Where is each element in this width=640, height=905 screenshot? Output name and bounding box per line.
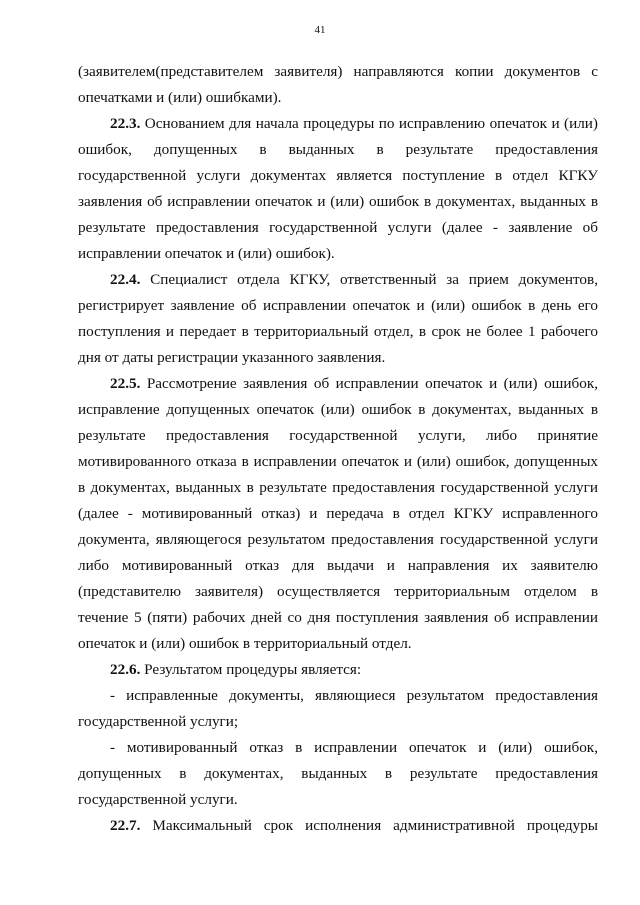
paragraph-22-3 bbox=[78, 111, 598, 267]
section-number: 22.7. bbox=[110, 817, 141, 834]
paragraph-22-6 bbox=[78, 657, 598, 683]
paragraph-22-5 bbox=[78, 371, 598, 657]
paragraph-text: Результатом процедуры является: bbox=[140, 661, 362, 678]
list-item-corrected-documents bbox=[78, 683, 598, 735]
paragraph-22-4 bbox=[78, 267, 598, 371]
paragraph-text: (заявителем(представителем заявителя) направляются копии документов с опечатками и (или) ошибками). bbox=[78, 63, 598, 106]
page-number: 41 bbox=[314, 24, 326, 36]
paragraph-text: Специалист отдела КГКУ, ответственный за прием документов, регистрирует заявление об исправлении опечаток и (или) ошибок в день его поступления и передает в территориальный отдел, в срок не более 1 рабочего дня от даты регистрации указанного заявления. bbox=[78, 271, 598, 366]
list-item-text: - мотивированный отказ в исправлении опечаток и (или) ошибок, допущенных в документах, выданных в результате предоставления государственной услуги. bbox=[78, 739, 598, 808]
list-item-reasoned-refusal bbox=[78, 735, 598, 813]
paragraph-continuation bbox=[78, 59, 598, 111]
section-number: 22.6. bbox=[110, 661, 141, 678]
paragraph-22-7 bbox=[78, 813, 598, 839]
section-number: 22.5. bbox=[110, 375, 141, 392]
list-item-text: - исправленные документы, являющиеся результатом предоставления государственной услуги; bbox=[78, 687, 598, 730]
document-body bbox=[78, 59, 598, 839]
section-number: 22.4. bbox=[110, 271, 141, 288]
paragraph-text: Максимальный срок исполнения административной процедуры bbox=[140, 817, 598, 834]
paragraph-text: Рассмотрение заявления об исправлении опечаток и (или) ошибок, исправление допущенных опечаток (или) ошибок в документах, выданных в результате предоставления государственной услуги, либо принятие мотивированного отказа в исправлении опечаток и (или) ошибок, допущенных в документах, выданных в результате предоставления государственной услуги (далее - мотивированный отказ) и передача в отдел КГКУ исправленного документа, являющегося результатом предоставления государственной услуги либо мотивированный отказ для выдачи и направления их заявителю (представителю заявителя) осуществляется территориальным отделом в течение 5 (пяти) рабочих дней со дня поступления заявления об исправлении опечаток и (или) ошибок в территориальный отдел. bbox=[78, 375, 598, 652]
paragraph-text: Основанием для начала процедуры по исправлению опечаток и (или) ошибок, допущенных в выданных в результате предоставления государственной услуги документах является поступление в отдел КГКУ заявления об исправлении опечаток и (или) ошибок в документах, выданных в результате предоставления государственной услуги (далее - заявление об исправлении опечаток и (или) ошибок). bbox=[78, 115, 598, 262]
section-number: 22.3. bbox=[110, 115, 141, 132]
